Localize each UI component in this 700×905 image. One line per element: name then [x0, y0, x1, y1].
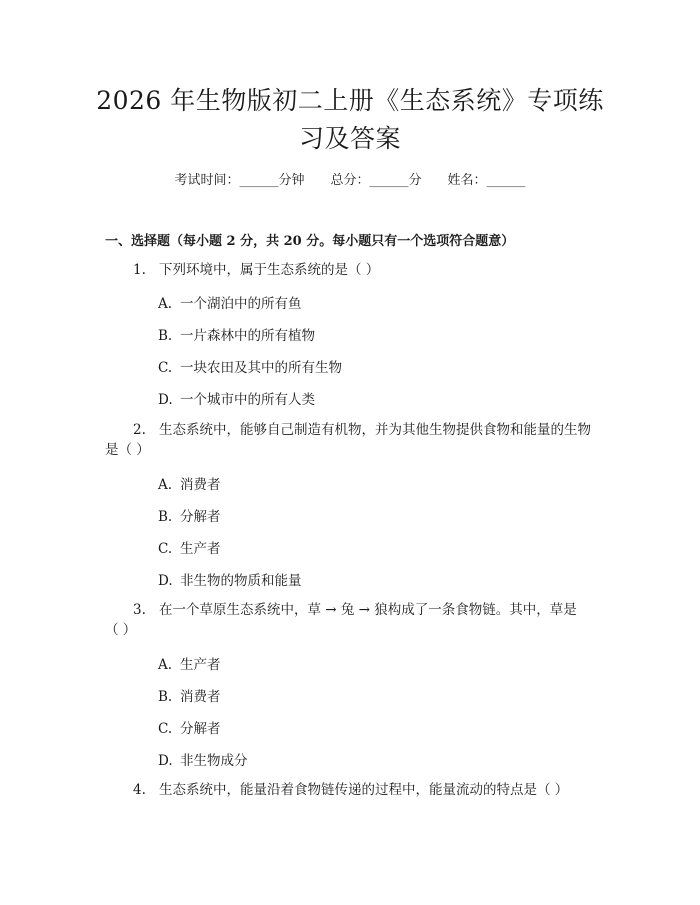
question-2-option-a: [158, 473, 221, 493]
section-1-title: 一、选择题（每小题 2 分，共 20 分。每小题只有一个选项符合题意）: [105, 234, 515, 249]
option-letter: D.: [158, 753, 173, 769]
option-letter: C.: [158, 541, 173, 557]
title-line-1: 2026 年生物版初二上册《生态系统》专项练: [96, 86, 604, 115]
option-letter: A.: [158, 657, 173, 673]
option-letter: B.: [158, 509, 173, 525]
option-letter: B.: [158, 328, 173, 344]
option-text: 分解者: [180, 509, 221, 525]
question-text: 生态系统中，能够自己制造有机物，并为其他生物提供食物和能量的生物: [159, 422, 591, 438]
question-1-option-a: [158, 292, 302, 312]
option-letter: A.: [158, 296, 173, 312]
title-line-2: 习及答案: [298, 124, 401, 153]
question-1: [133, 261, 379, 279]
option-text: 非生物成分: [180, 753, 248, 769]
option-text: 非生物的物质和能量: [180, 573, 302, 589]
question-3: [133, 601, 577, 619]
question-text: 生态系统中，能量沿着食物链传递的过程中，能量流动的特点是（ ）: [159, 782, 569, 798]
option-text: 消费者: [180, 477, 221, 493]
option-text: 消费者: [180, 689, 221, 705]
question-number: 1.: [133, 262, 146, 278]
question-2: [133, 421, 591, 439]
question-4: [133, 781, 568, 799]
question-2-option-b: [158, 505, 221, 525]
question-text: 在一个草原生态系统中，草 → 兔 → 狼构成了一条食物链。其中，草是: [159, 602, 577, 618]
option-text: 生产者: [180, 657, 221, 673]
question-1-option-c: [158, 356, 342, 376]
question-3-option-c: [158, 717, 221, 737]
option-text: 一个湖泊中的所有鱼: [180, 296, 302, 312]
option-letter: C.: [158, 721, 173, 737]
question-number: 3.: [133, 602, 146, 618]
document-title: [90, 82, 610, 158]
option-text: 一个城市中的所有人类: [180, 392, 315, 408]
question-3-option-d: [158, 749, 248, 769]
question-2-continuation: 是（ ）: [105, 442, 150, 458]
question-3-option-b: [158, 685, 221, 705]
option-text: 一片森林中的所有植物: [180, 328, 315, 344]
option-letter: D.: [158, 573, 173, 589]
option-text: 一块农田及其中的所有生物: [180, 360, 342, 376]
question-1-option-d: [158, 388, 315, 408]
question-number: 2.: [133, 422, 146, 438]
question-2-option-d: [158, 569, 302, 589]
question-3-option-a: [158, 653, 221, 673]
question-3-continuation: （ ）: [105, 622, 137, 638]
option-letter: B.: [158, 689, 173, 705]
option-letter: D.: [158, 392, 173, 408]
question-text: 下列环境中，属于生态系统的是（ ）: [159, 262, 380, 278]
exam-info-line: 考试时间：______分钟 总分：______分 姓名：______: [174, 173, 526, 188]
option-text: 分解者: [180, 721, 221, 737]
question-number: 4.: [133, 782, 146, 798]
option-letter: A.: [158, 477, 173, 493]
question-1-option-b: [158, 324, 315, 344]
question-2-option-c: [158, 537, 221, 557]
option-text: 生产者: [180, 541, 221, 557]
option-letter: C.: [158, 360, 173, 376]
